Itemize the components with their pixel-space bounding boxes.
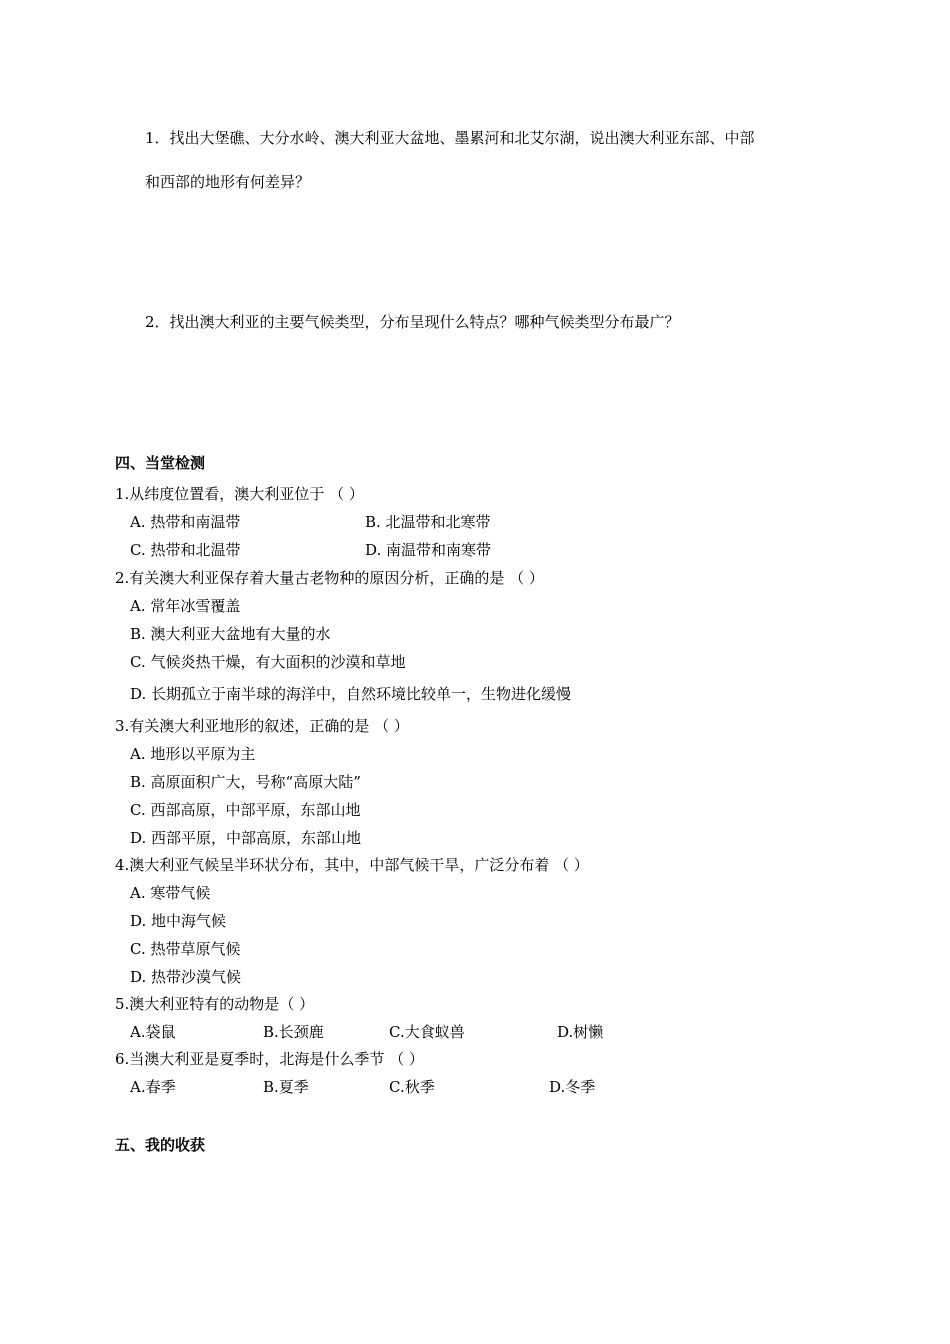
question-5-option-a: A.袋鼠 xyxy=(130,1023,176,1041)
question-6-option-a: A.春季 xyxy=(130,1078,176,1096)
section-4-heading: 四、当堂检测 xyxy=(115,454,206,472)
question-3-option-a: A. 地形以平原为主 xyxy=(130,745,256,763)
question-2-option-d: D. 长期孤立于南半球的海洋中，自然环境比较单一，生物进化缓慢 xyxy=(130,685,572,703)
section-5-heading: 五、我的收获 xyxy=(115,1136,206,1154)
question-2-option-c: C. 气候炎热干燥，有大面积的沙漠和草地 xyxy=(130,653,406,671)
question-3-option-c: C. 西部高原，中部平原，东部山地 xyxy=(130,801,361,819)
question-3-option-b: B. 高原面积广大，号称“高原大陆” xyxy=(130,773,361,791)
question-1-option-d: D. 南温带和南寒带 xyxy=(365,541,492,559)
question-6-option-d: D.冬季 xyxy=(549,1078,596,1096)
question-5-option-c: C.大食蚁兽 xyxy=(389,1023,465,1041)
intro-question-1-line-1: 1．找出大堡礁、大分水岭、澳大利亚大盆地、墨累河和北艾尔湖，说出澳大利亚东部、中部 xyxy=(145,129,755,147)
intro-question-2: 2．找出澳大利亚的主要气候类型，分布呈现什么特点？哪种气候类型分布最广？ xyxy=(145,313,680,331)
question-3-option-d: D. 西部平原，中部高原，东部山地 xyxy=(130,829,362,847)
question-4-option-b: D. 地中海气候 xyxy=(130,912,227,930)
question-4-option-c: C. 热带草原气候 xyxy=(130,940,241,958)
question-2-option-a: A. 常年冰雪覆盖 xyxy=(130,597,241,615)
question-4-stem: 4.澳大利亚气候呈半环状分布，其中，中部气候干旱，广泛分布着 （ ） xyxy=(115,856,589,874)
question-5-option-d: D.树懒 xyxy=(557,1023,604,1041)
question-1-stem: 1.从纬度位置看，澳大利亚位于 （ ） xyxy=(115,485,364,503)
question-4-option-d: D. 热带沙漠气候 xyxy=(130,968,242,986)
question-5-option-b: B.长颈鹿 xyxy=(263,1023,324,1041)
question-1-option-c: C. 热带和北温带 xyxy=(130,541,241,559)
intro-question-1-line-2: 和西部的地形有何差异？ xyxy=(145,173,311,191)
question-4-option-a: A. 寒带气候 xyxy=(130,884,211,902)
question-5-stem: 5.澳大利亚特有的动物是（ ） xyxy=(115,995,315,1013)
question-2-option-b: B. 澳大利亚大盆地有大量的水 xyxy=(130,625,331,643)
question-6-option-c: C.秋季 xyxy=(389,1078,435,1096)
question-6-option-b: B.夏季 xyxy=(263,1078,309,1096)
question-3-stem: 3.有关澳大利亚地形的叙述，正确的是 （ ） xyxy=(115,717,409,735)
question-6-stem: 6.当澳大利亚是夏季时，北海是什么季节 （ ） xyxy=(115,1050,424,1068)
question-1-option-b: B. 北温带和北寒带 xyxy=(365,513,491,531)
question-2-stem: 2.有关澳大利亚保存着大量古老物种的原因分析，正确的是 （ ） xyxy=(115,569,544,587)
question-1-option-a: A. 热带和南温带 xyxy=(130,513,241,531)
